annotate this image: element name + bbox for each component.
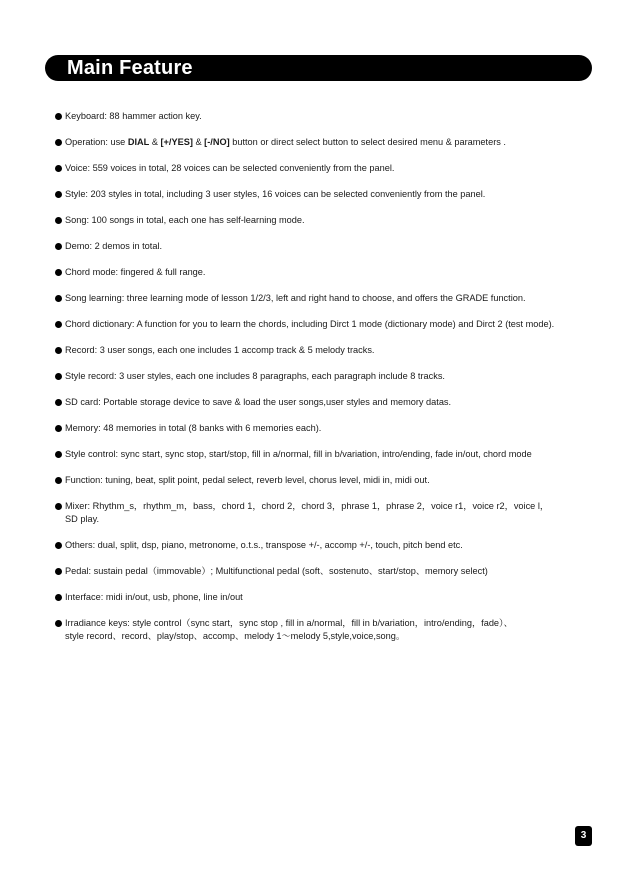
feature-text-post: button or direct select button to select desired menu & parameters . [229,137,506,147]
feature-item-song [55,214,595,227]
page-title: Main Feature [67,57,193,79]
feature-item-function [55,474,595,487]
bullet-icon [55,113,62,120]
bullet-icon [55,568,62,575]
bullet-icon [55,451,62,458]
dial-keyword: DIAL [127,137,150,147]
bullet-icon [55,269,62,276]
feature-text-line1: Mixer: Rhythm_s，rhythm_m，bass，chord 1，chord 2，chord 3，phrase 1，phrase 2，voice r1，voice r2，voice l， [65,501,550,511]
feature-text: Song learning: three learning mode of lesson 1/2/3, left and right hand to choose, and offers the GRADE function. [65,293,526,303]
bullet-icon [55,503,62,510]
feature-text: SD card: Portable storage device to save & load the user songs,user styles and memory datas. [65,397,452,407]
feature-item-sd-card [55,396,595,409]
feature-item-operation [55,136,595,149]
bullet-icon [55,243,62,250]
no-keyword: [-/NO] [204,137,230,147]
feature-text-sep: & [149,137,161,147]
bullet-icon [55,191,62,198]
bullet-icon [55,620,62,627]
feature-item-demo [55,240,595,253]
yes-keyword: [+/YES] [160,137,193,147]
bullet-icon [55,542,62,549]
feature-text: Record: 3 user songs, each one includes 1 accomp track & 5 melody tracks. [65,345,375,355]
bullet-icon [55,295,62,302]
feature-item-style-control [55,448,595,461]
feature-item-style-record [55,370,595,383]
feature-item-pedal [55,565,595,578]
bullet-icon [55,321,62,328]
feature-text: Chord dictionary: A function for you to learn the chords, including Dirct 1 mode (dictionary mode) and Dirct 2 (test mode). [65,319,555,329]
feature-item-chord-dictionary [55,318,595,331]
feature-text: Style: 203 styles in total, including 3 user styles, 16 voices can be selected conveniently from the panel. [65,189,486,199]
bullet-icon [55,217,62,224]
feature-item-chord-mode [55,266,595,279]
feature-item-song-learning [55,292,595,305]
feature-text-sep: & [192,137,205,147]
feature-item-memory [55,422,595,435]
feature-text: Others: dual, split, dsp, piano, metronome, o.t.s., transpose +/-, accomp +/-, touch, pitch bend etc. [65,540,463,550]
bullet-icon [55,347,62,354]
feature-text: Keyboard: 88 hammer action key. [65,111,202,121]
feature-text-line2: style record、record、play/stop、accomp、melody 1～melody 5,style,voice,song。 [65,631,406,641]
feature-item-keyboard [55,110,595,123]
bullet-icon [55,373,62,380]
feature-item-irradiance-keys [55,617,595,643]
feature-item-record [55,344,595,357]
bullet-icon [55,165,62,172]
feature-text: Pedal: sustain pedal（immovable）; Multifunctional pedal (soft、sostenuto、start/stop、memory select) [65,566,488,576]
feature-item-others [55,539,595,552]
feature-item-interface [55,591,595,604]
bullet-icon [55,594,62,601]
feature-text-line2: SD play. [65,514,100,524]
feature-item-mixer [55,500,595,526]
feature-text: Function: tuning, beat, split point, pedal select, reverb level, chorus level, midi in, midi out. [65,475,430,485]
feature-text-line1: Irradiance keys: style control（sync start，sync stop , fill in a/normal，fill in b/variation，intro/ending，fade）、 [65,618,513,628]
feature-text: Voice: 559 voices in total, 28 voices can be selected conveniently from the panel. [65,163,395,173]
feature-list [55,110,595,656]
feature-text: Style control: sync start, sync stop, start/stop, fill in a/normal, fill in b/variation, intro/ending, fade in/out, chord mode [65,449,532,459]
feature-text: Song: 100 songs in total, each one has self-learning mode. [65,215,305,225]
feature-text: Memory: 48 memories in total (8 banks with 6 memories each). [65,423,322,433]
bullet-icon [55,425,62,432]
feature-item-voice [55,162,595,175]
feature-text: Interface: midi in/out, usb, phone, line in/out [65,592,243,602]
section-title-bar [45,55,592,81]
feature-text: Chord mode: fingered & full range. [65,267,206,277]
page-number-badge: 3 [575,826,592,846]
feature-text-pre: Operation: use [65,137,128,147]
bullet-icon [55,399,62,406]
feature-text: Style record: 3 user styles, each one includes 8 paragraphs, each paragraph include 8 tracks. [65,371,445,381]
feature-text: Demo: 2 demos in total. [65,241,163,251]
feature-item-style [55,188,595,201]
bullet-icon [55,477,62,484]
bullet-icon [55,139,62,146]
